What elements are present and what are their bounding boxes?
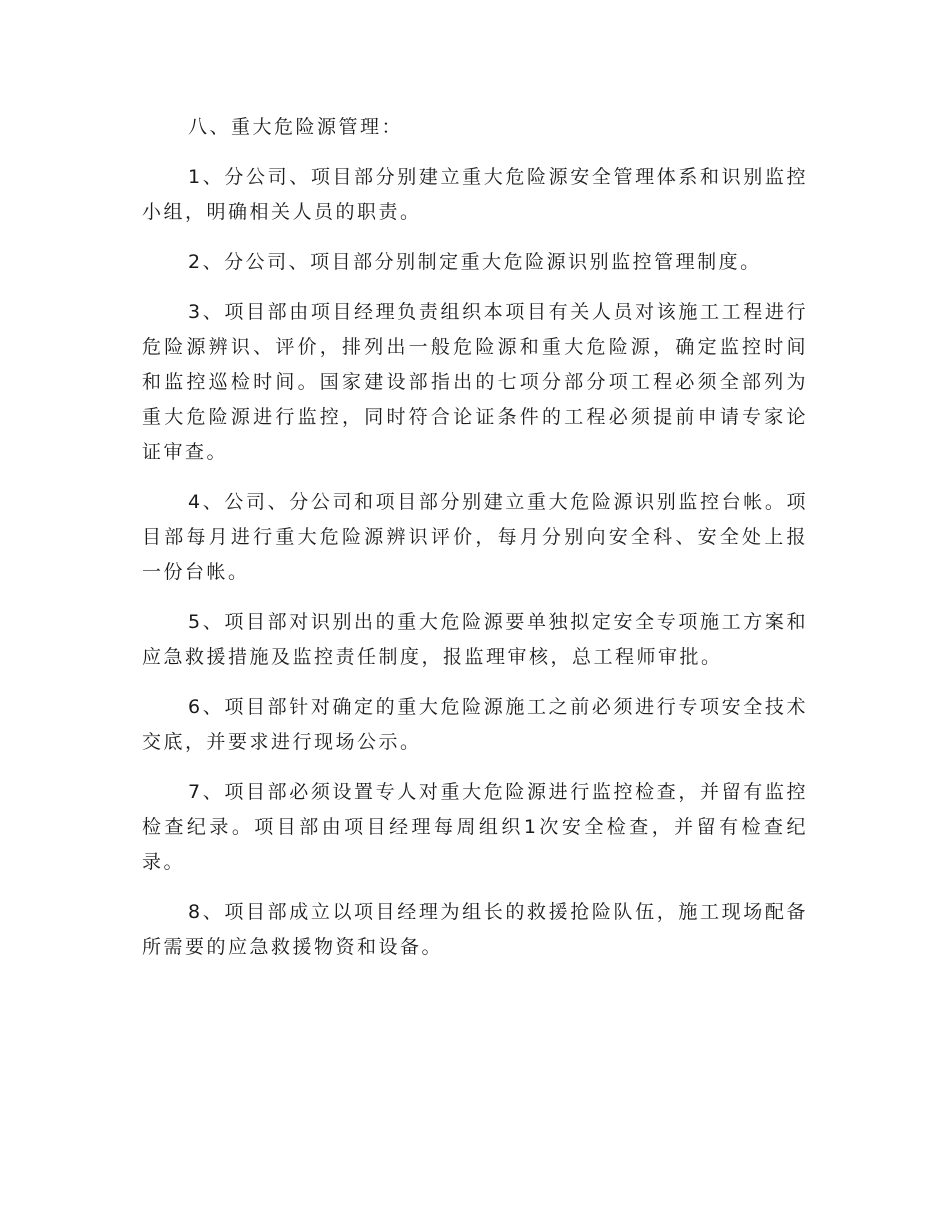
paragraph-6: 6、项目部针对确定的重大危险源施工之前必须进行专项安全技术交底，并要求进行现场公示。 — [142, 696, 808, 753]
paragraph-3: 3、项目部由项目经理负责组织本项目有关人员对该施工工程进行危险源辨识、评价，排列出一般危险源和重大危险源，确定监控时间和监控巡检时间。国家建设部指出的七项分部分项工程必须全部列为重大危险源进行监控，同时符合论证条件的工程必须提前申请专家论证审查。 — [142, 301, 808, 463]
document-page — [142, 110, 808, 980]
paragraph-5: 5、项目部对识别出的重大危险源要单独拟定安全专项施工方案和应急救援措施及监控责任制度，报监理审核，总工程师审批。 — [142, 611, 808, 668]
section-heading: 八、重大危险源管理： — [188, 116, 404, 138]
paragraph-1: 1、分公司、项目部分别建立重大危险源安全管理体系和识别监控小组，明确相关人员的职责。 — [142, 166, 808, 223]
paragraph-4: 4、公司、分公司和项目部分别建立重大危险源识别监控台帐。项目部每月进行重大危险源辨识评价，每月分别向安全科、安全处上报一份台帐。 — [142, 491, 808, 583]
paragraph-7: 7、项目部必须设置专人对重大危险源进行监控检查，并留有监控检查纪录。项目部由项目经理每周组织1次安全检查，并留有检查纪录。 — [142, 781, 808, 873]
paragraph-8: 8、项目部成立以项目经理为组长的救援抢险队伍，施工现场配备所需要的应急救援物资和设备。 — [142, 901, 808, 958]
paragraph-2: 2、分公司、项目部分别制定重大危险源识别监控管理制度。 — [188, 251, 762, 273]
